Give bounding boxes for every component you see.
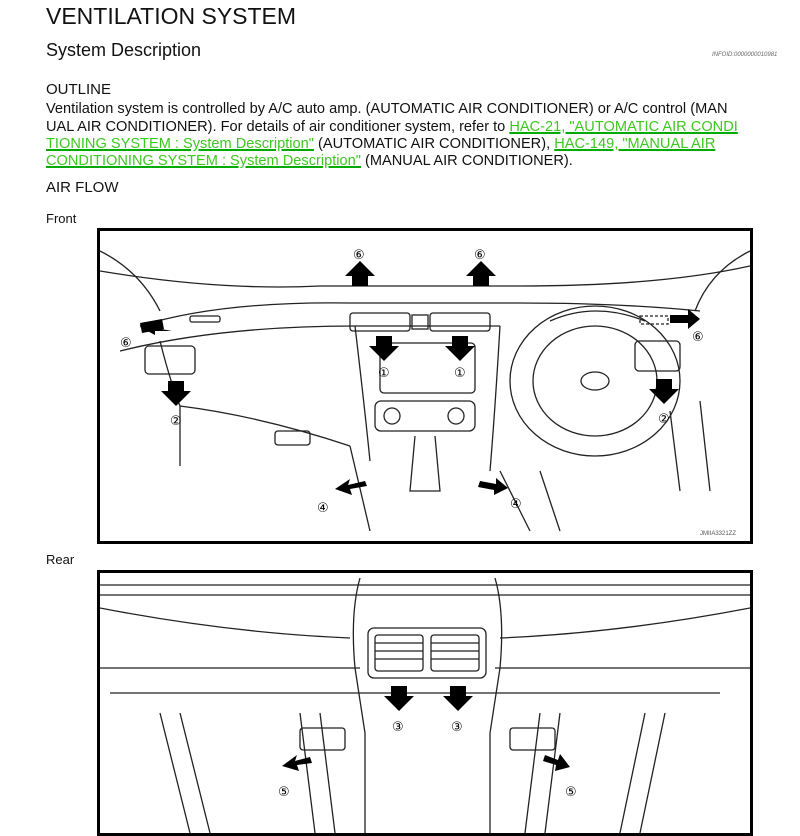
arrow-down-icon (443, 686, 473, 711)
arrow-down-icon (369, 336, 399, 361)
hac-149-link-cont[interactable]: CONDITIONING SYSTEM : System Description" (46, 153, 361, 169)
callout-6: ⑥ (474, 248, 486, 263)
outline-line-2 (46, 119, 738, 136)
front-airflow-figure (97, 228, 753, 544)
outline-line-4 (46, 153, 573, 170)
callout-6: ⑥ (353, 248, 365, 263)
callout-1: ① (378, 366, 390, 381)
hac-21-link-cont[interactable]: TIONING SYSTEM : System Description" (46, 136, 314, 152)
outline-text: (MANUAL AIR CONDITIONER). (360, 153, 573, 169)
arrow-down-icon (161, 381, 191, 406)
info-id: INFOID:0000000010981 (712, 52, 778, 58)
callout-6: ⑥ (120, 336, 132, 351)
arrow-right-icon (670, 309, 700, 329)
outline-heading: OUTLINE (46, 81, 112, 98)
outline-line-1: Ventilation system is controlled by A/C auto amp. (AUTOMATIC AIR CONDITIONER) or A/C control (MAN (46, 101, 728, 117)
outline-text: UAL AIR CONDITIONER). For details of air conditioner system, refer to (46, 119, 510, 135)
arrow-right-icon (543, 754, 570, 771)
callout-4: ④ (510, 497, 522, 512)
callout-5: ⑤ (565, 785, 577, 800)
hac-149-link[interactable]: HAC-149, "MANUAL AIR (554, 136, 716, 152)
rear-label: Rear (46, 552, 75, 567)
arrow-left-icon (282, 755, 312, 771)
arrow-up-icon (345, 261, 375, 286)
rear-airflow-figure (97, 570, 753, 836)
section-subtitle: System Description (46, 40, 202, 60)
arrow-left-icon (335, 479, 367, 495)
front-label: Front (46, 211, 77, 226)
airflow-heading: AIR FLOW (46, 179, 119, 196)
arrow-right-icon (478, 478, 508, 495)
callout-2: ② (658, 412, 670, 427)
callout-4: ④ (317, 501, 329, 516)
page-title: VENTILATION SYSTEM (46, 3, 297, 29)
arrow-down-icon (649, 379, 679, 404)
front-callouts (100, 231, 750, 541)
arrow-up-icon (466, 261, 496, 286)
callout-2: ② (170, 414, 182, 429)
arrow-down-icon (384, 686, 414, 711)
hac-21-link[interactable]: HAC-21, "AUTOMATIC AIR CONDI (509, 119, 738, 135)
figure-id: JMIIA3321ZZ (699, 531, 736, 537)
callout-5: ⑤ (278, 785, 290, 800)
callout-3: ③ (451, 720, 463, 735)
rear-callouts (100, 573, 750, 833)
arrow-left-icon (140, 319, 172, 335)
outline-text: (AUTOMATIC AIR CONDITIONER), (313, 136, 555, 152)
callout-6: ⑥ (692, 330, 704, 345)
callout-3: ③ (392, 720, 404, 735)
outline-line-3 (46, 136, 715, 153)
callout-1: ① (454, 366, 466, 381)
arrow-down-icon (445, 336, 475, 361)
